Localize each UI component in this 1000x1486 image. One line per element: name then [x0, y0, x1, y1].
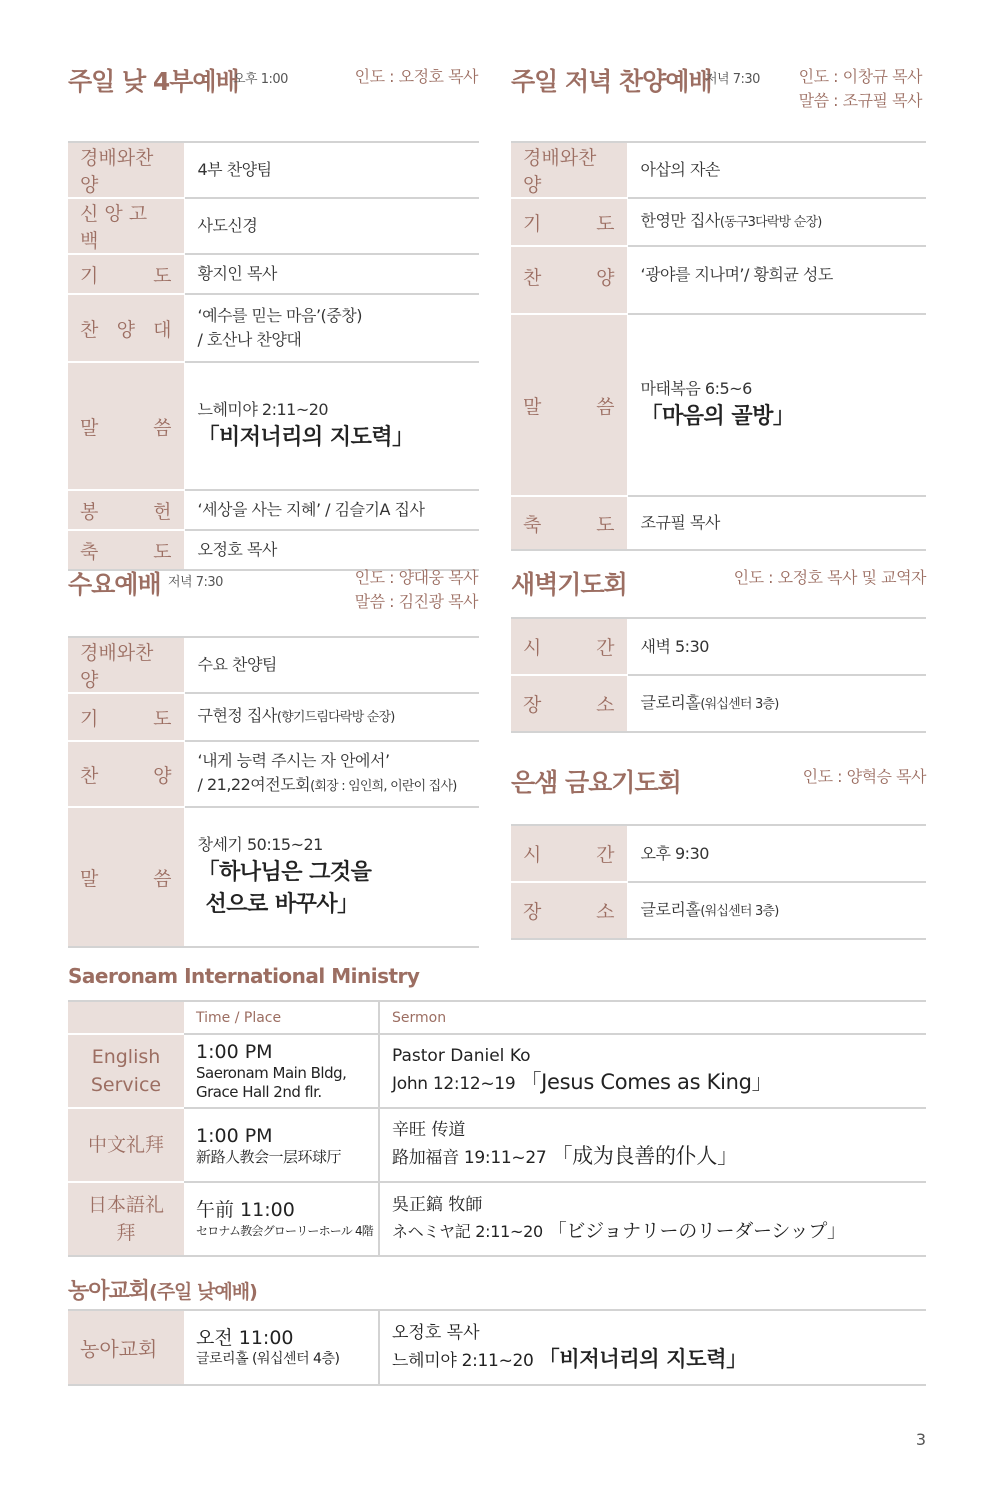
table-header-row	[68, 1001, 926, 1034]
sermon-value	[627, 314, 926, 496]
table-row	[511, 882, 926, 939]
table-row	[511, 246, 926, 314]
table-row	[68, 693, 479, 741]
chinese-service-label: 中文礼拜	[68, 1108, 184, 1182]
wednesday-title: 수요예배	[68, 570, 161, 599]
chinese-sermon: 辛旺 传道 路加福音 19:11~27 「成为良善的仆人」	[379, 1108, 926, 1182]
table-row	[511, 618, 926, 675]
wednesday-leader: 인도 : 양대웅 목사 말씀 : 김진광 목사	[354, 568, 478, 611]
row-label: 장 소	[511, 882, 627, 939]
wednesday-time: 저녁 7:30	[168, 575, 223, 590]
table-row	[68, 807, 479, 947]
sermon-value	[184, 362, 479, 490]
row-value: 아삽의 자손	[627, 142, 926, 198]
wednesday-table	[68, 636, 479, 948]
row-value: 조규필 목사	[627, 496, 926, 550]
page-number: 3	[915, 1430, 926, 1449]
sunday-evening-time: 저녁 7:30	[705, 72, 760, 87]
japanese-time-place: 午前 11:00 セロナム教会グローリーホール 4階	[184, 1182, 379, 1256]
row-value: 새벽 5:30	[627, 618, 926, 675]
row-label: 찬 양	[68, 741, 184, 807]
row-value: 한영만 집사(동구3다락방 순장)	[627, 198, 926, 246]
table-row	[511, 198, 926, 246]
table-row	[68, 637, 479, 693]
row-label: 시 간	[511, 825, 627, 882]
deaf-church-time-place: 오전 11:00 글로리홀 (워십센터 4층)	[184, 1310, 379, 1385]
dawn-table	[511, 617, 926, 733]
table-row	[68, 198, 479, 254]
sermon-reference: 마태복음 6:5~6	[640, 379, 752, 398]
row-value: 수요 찬양팀	[184, 637, 479, 693]
english-sermon: Pastor Daniel Ko John 12:12~19 「Jesus Comes as King」	[379, 1034, 926, 1108]
sunday4-time: 오후 1:00	[233, 72, 288, 87]
chinese-time-place: 1:00 PM 新路人教会一层环球厅	[184, 1108, 379, 1182]
english-time-place: 1:00 PM Saeronam Main Bldg, Grace Hall 2nd flr.	[184, 1034, 379, 1108]
row-label: 봉 헌	[68, 490, 184, 530]
friday-leader: 인도 : 양혁승 목사	[802, 767, 926, 786]
row-value: ‘내게 능력 주시는 자 안에서’ / 21,22여전도회(회장 : 임인희, 이란이 집사)	[184, 741, 479, 807]
table-row	[68, 294, 479, 362]
row-label: 기 도	[511, 198, 627, 246]
row-label: 시 간	[511, 618, 627, 675]
table-row	[511, 314, 926, 496]
japanese-service-label: 日本語礼拜	[68, 1182, 184, 1256]
row-value: 사도신경	[184, 198, 479, 254]
sunday-evening-leader: 인도 : 이창규 목사 말씀 : 조규필 목사	[798, 67, 922, 110]
sunday-evening-table	[511, 141, 926, 551]
row-label: 찬 양	[511, 246, 627, 314]
table-row	[68, 1108, 926, 1182]
table-row	[511, 675, 926, 732]
row-label: 경배와찬양	[68, 142, 184, 198]
row-value: ‘세상을 사는 지혜’ / 김슬기A 집사	[184, 490, 479, 530]
row-value: 황지인 목사	[184, 254, 479, 294]
row-label: 찬 양 대	[68, 294, 184, 362]
friday-title: 은샘 금요기도회	[511, 768, 681, 797]
table-row	[68, 1034, 926, 1108]
table-row	[68, 1310, 926, 1385]
header-blank	[68, 1001, 184, 1034]
table-row	[68, 490, 479, 530]
deaf-church-label: 농아교회	[68, 1310, 184, 1385]
deaf-church-sermon: 오정호 목사 느헤미야 2:11~20 「비저너리의 지도력」	[379, 1310, 926, 1385]
row-label: 장 소	[511, 675, 627, 732]
friday-table	[511, 824, 926, 940]
row-value: 오정호 목사	[184, 530, 479, 570]
sunday4-table	[68, 141, 479, 571]
sunday4-title: 주일 낮 4부예배	[68, 67, 239, 96]
sermon-title-line2: 선으로 바꾸사」	[205, 892, 359, 917]
sermon-title: 「비저너리의 지도력」	[197, 425, 414, 450]
row-value: ‘예수를 믿는 마음’(중창) / 호산나 찬양대	[184, 294, 479, 362]
english-service-label: English Service	[68, 1034, 184, 1108]
row-label: 축 도	[511, 496, 627, 550]
japanese-sermon: 吳正鎬 牧師 ネヘミヤ記 2:11~20 「ビジョナリーのリーダーシップ」	[379, 1182, 926, 1256]
table-row	[68, 741, 479, 807]
sermon-reference: 느헤미야 2:11~20	[197, 400, 329, 419]
row-value: 글로리홀(워십센터 3층)	[627, 882, 926, 939]
table-row	[511, 496, 926, 550]
sermon-reference: 창세기 50:15~21	[197, 835, 323, 854]
dawn-title: 새벽기도회	[511, 570, 627, 599]
row-value: 오후 9:30	[627, 825, 926, 882]
row-value: ‘광야를 지나며’/ 황희균 성도	[627, 246, 926, 314]
row-value: 4부 찬양팀	[184, 142, 479, 198]
row-label: 신 앙 고 백	[68, 198, 184, 254]
international-title: Saeronam International Ministry	[68, 964, 420, 988]
table-row	[511, 142, 926, 198]
row-value: 글로리홀(워십센터 3층)	[627, 675, 926, 732]
table-row	[68, 142, 479, 198]
row-label: 기 도	[68, 693, 184, 741]
table-row	[68, 254, 479, 294]
row-label: 말 씀	[511, 314, 627, 496]
table-row	[68, 1182, 926, 1256]
row-label: 기 도	[68, 254, 184, 294]
header-time-place: Time / Place	[184, 1001, 379, 1034]
sunday4-leader: 인도 : 오정호 목사	[354, 67, 478, 86]
row-label: 경배와찬양	[511, 142, 627, 198]
dawn-leader: 인도 : 오정호 목사 및 교역자	[733, 568, 926, 587]
sermon-value	[184, 807, 479, 947]
header-sermon: Sermon	[379, 1001, 926, 1034]
row-label: 경배와찬양	[68, 637, 184, 693]
table-row	[68, 362, 479, 490]
row-label: 말 씀	[68, 362, 184, 490]
international-table	[68, 1000, 926, 1257]
row-label: 말 씀	[68, 807, 184, 947]
sermon-title-line1: 「하나님은 그것을	[197, 860, 372, 885]
row-label: 축 도	[68, 530, 184, 570]
sermon-title: 「마음의 골방」	[640, 404, 795, 429]
sunday-evening-title: 주일 저녁 찬양예배	[511, 67, 712, 96]
deaf-church-title: 농아교회(주일 낮예배)	[68, 1279, 257, 1304]
table-row	[68, 530, 479, 570]
deaf-church-table	[68, 1309, 926, 1386]
table-row	[511, 825, 926, 882]
row-value: 구현정 집사(향기드림다락방 순장)	[184, 693, 479, 741]
